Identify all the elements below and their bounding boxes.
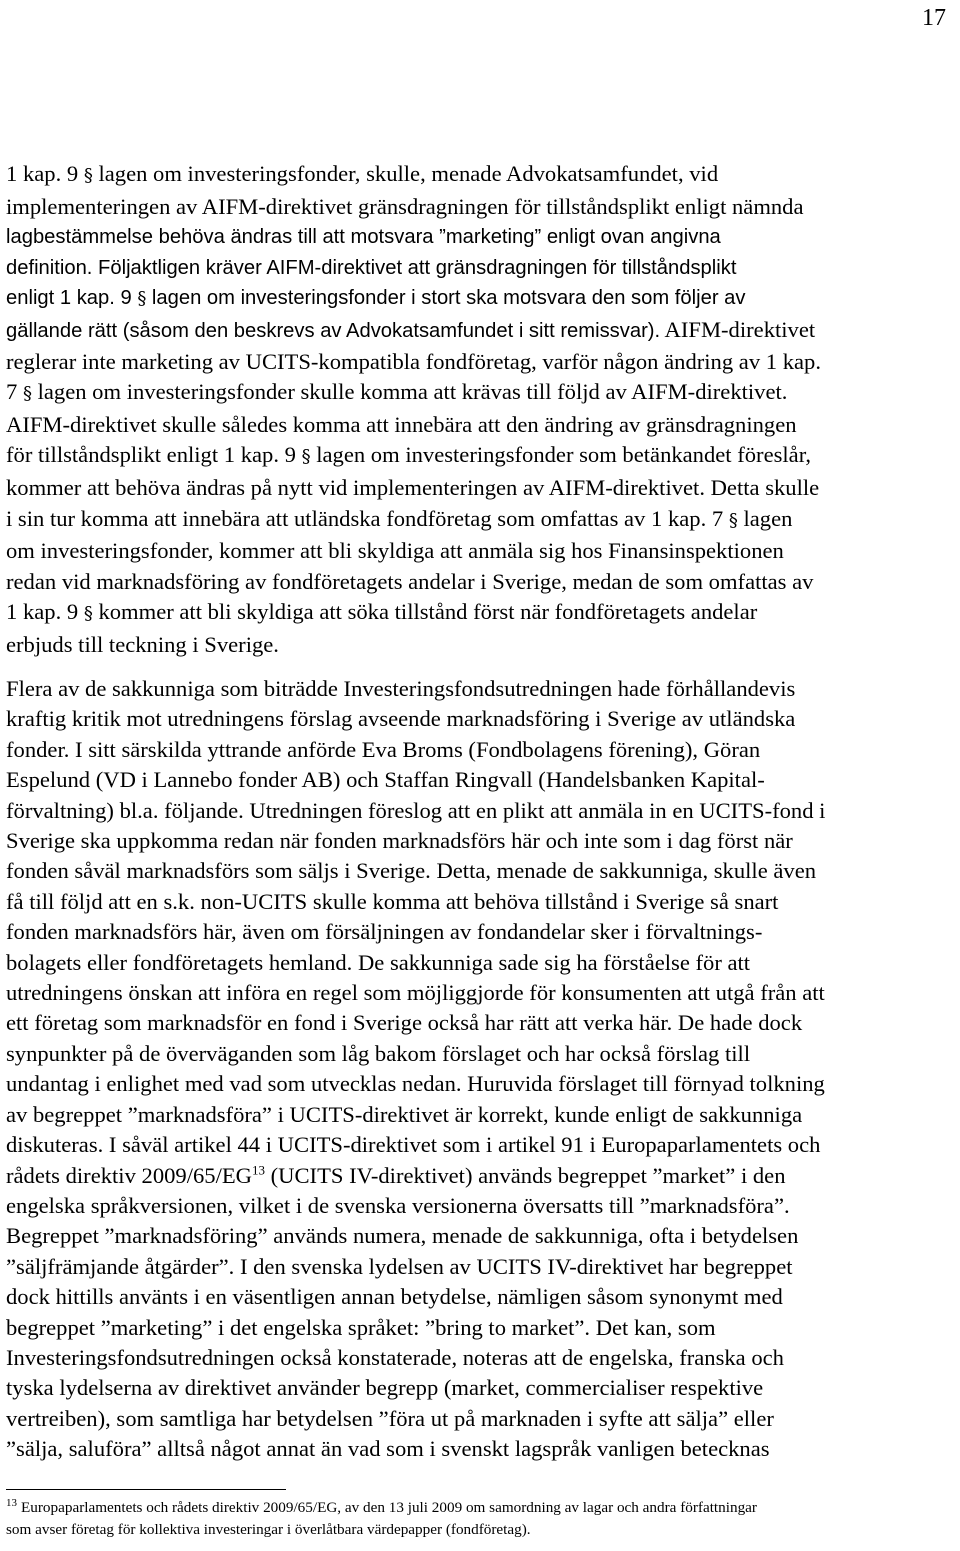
body-paragraph-1 bbox=[6, 159, 956, 661]
text-line: fonder. I sitt särskilda yttrande anförde Eva Broms (Fondbolagens förening), Göran bbox=[6, 736, 761, 762]
text-line bbox=[6, 315, 956, 347]
text-run: kommer att bli skyldiga att söka tillstånd först när fondföretagets andelar bbox=[92, 599, 758, 625]
text-line: redan vid marknadsföring av fondföretagets andelar i Sverige, medan de som omfattas av bbox=[6, 568, 814, 594]
footnote-text: Europaparlamentets och rådets direktiv 2009/65/EG, av den 13 juli 2009 om samordning av lagar och andra författningar bbox=[21, 1499, 757, 1516]
text-line: Begreppet ”marknadsföring” används numera, menade de sakkunniga, ofta i betydelsen bbox=[6, 1223, 799, 1249]
text-line: tyska lydelserna av direktivet använder begrepp (market, commercialiser respektive bbox=[6, 1375, 764, 1401]
text-line: kommer att behöva ändras på nytt vid implementeringen av AIFM-direktivet. Detta skulle bbox=[6, 474, 820, 500]
text-line: Flera av de sakkunniga som biträdde Investeringsfondsutredningen hade förhållandevis bbox=[6, 676, 796, 701]
text-line: definition. Följaktligen kräver AIFM-direktivet att gränsdragningen för tillståndsplikt bbox=[6, 256, 737, 279]
text-run: lagen bbox=[737, 505, 793, 531]
text-line bbox=[6, 440, 956, 473]
body-paragraph-2 bbox=[6, 674, 956, 1465]
text-line: bolagets eller fondföretagets hemland. De sakkunniga sade sig ha förståelse för att bbox=[6, 949, 751, 975]
text-line: om investeringsfonder, kommer att bli skyldiga att anmäla sig hos Finansinspektionen bbox=[6, 538, 784, 564]
text-run: AIFM-direktivet bbox=[660, 316, 816, 342]
text-line bbox=[6, 1161, 956, 1191]
text-line bbox=[6, 504, 956, 537]
text-line: begreppet ”marketing” i det engelska språket: ”bring to market”. Det kan, som bbox=[6, 1314, 716, 1340]
text-run: rådets direktiv 2009/65/EG bbox=[6, 1162, 252, 1188]
page-number: 17 bbox=[922, 5, 946, 31]
text-run: 1 kap. 9 bbox=[6, 599, 84, 625]
text-line: vertreiben), som samtliga har betydelsen ”föra ut på marknaden i syfte att sälja” eller bbox=[6, 1405, 774, 1431]
text-run: för tillståndsplikt enligt 1 kap. bbox=[6, 442, 279, 468]
footnote-number: 13 bbox=[6, 1496, 17, 1509]
text-run: 7 bbox=[6, 379, 23, 405]
text-line: reglerar inte marketing av UCITS-kompatibla fondföretag, varför någon ändring av 1 kap. bbox=[6, 348, 821, 374]
text-line: Espelund (VD i Lannebo fonder AB) och Staffan Ringvall (Handelsbanken Kapital- bbox=[6, 767, 765, 793]
text-line bbox=[6, 597, 956, 630]
text-line: ”säljfrämjande åtgärder”. I den svenska lydelsen av UCITS IV-direktivet har begreppet bbox=[6, 1253, 793, 1279]
text-line: som avser företag för kollektiva investeringar i överlåtbara värdepapper (fondföretag). bbox=[6, 1521, 531, 1538]
text-line: fonden marknadsförs här, även om försäljningen av fondandelar sker i förvaltnings- bbox=[6, 919, 763, 945]
text-run: lagen om investeringsfonder, skulle, menade Advokatsamfundet, vid bbox=[92, 161, 719, 186]
text-line: få till följd att en s.k. non-UCITS skulle komma att behöva tillstånd i Sverige så snart bbox=[6, 888, 779, 914]
text-line: erbjuds till teckning i Sverige. bbox=[6, 631, 279, 657]
text-run: enligt 1 kap. 9 bbox=[6, 287, 138, 310]
text-run: 9 bbox=[278, 442, 302, 468]
text-line: av begreppet ”marknadsföra” i UCITS-direktivet är korrekt, kunde enligt de sakkunniga bbox=[6, 1101, 803, 1127]
text-line bbox=[6, 377, 956, 410]
text-line: diskuteras. I såväl artikel 44 i UCITS-direktivet som i artikel 91 i Europaparlamentets och bbox=[6, 1132, 821, 1158]
section-sign: § bbox=[22, 383, 32, 405]
text-line: kraftig kritik mot utredningens förslag avseende marknadsföring i Sverige av utländska bbox=[6, 706, 796, 732]
footnote bbox=[6, 1497, 956, 1541]
text-line: synpunkter på de överväganden som låg bakom förslaget och har också förslag till bbox=[6, 1040, 751, 1066]
text-line: ett företag som marknadsför en fond i Sverige också har rätt att verka här. De hade dock bbox=[6, 1010, 803, 1036]
text-line: engelska språkversionen, vilket i de svenska versionerna översatts till ”marknadsföra”. bbox=[6, 1192, 790, 1218]
text-line: förvaltning) bl.a. följande. Utredningen föreslog att en plikt att anmäla in en UCITS-fond i bbox=[6, 797, 826, 823]
text-line: dock hittills använts i en väsentligen annan betydelse, nämligen såsom synonymt med bbox=[6, 1284, 783, 1310]
section-sign: § bbox=[137, 288, 147, 310]
text-line: AIFM-direktivet skulle således komma att innebära att den ändring av gränsdragningen bbox=[6, 411, 797, 437]
text-line bbox=[6, 159, 956, 192]
text-line: undantag i enlighet med vad som utvecklas nedan. Huruvida förslaget till förnyad tolkning bbox=[6, 1071, 825, 1097]
section-sign: § bbox=[301, 446, 311, 468]
text-line: lagbestämmelse behöva ändras till att motsvara ”marketing” enligt ovan angivna bbox=[6, 226, 721, 249]
text-line bbox=[6, 283, 956, 315]
text-line bbox=[6, 1497, 956, 1519]
text-run: lagen om investeringsfonder i stort ska motsvara den som följer av bbox=[146, 287, 746, 310]
text-run: (UCITS IV-direktivet) används begreppet ”market” i den bbox=[264, 1162, 786, 1188]
footnote-separator bbox=[6, 1489, 286, 1490]
text-line: implementeringen av AIFM-direktivet gränsdragningen för tillståndsplikt enligt nämnda bbox=[6, 193, 804, 219]
footnote-reference[interactable]: 13 bbox=[251, 1161, 265, 1177]
text-line: utredningens önskan att införa en regel som möjliggjorde för konsumenten att utgå från att bbox=[6, 980, 825, 1006]
text-run: lagen om investeringsfonder som betänkandet föreslår, bbox=[310, 442, 811, 468]
text-line: Sverige ska uppkomma redan när fonden marknadsförs här och inte som i dag först när bbox=[6, 828, 793, 854]
text-run: i sin tur komma att innebära att utländska fondföretag som omfattas av 1 kap. 7 bbox=[6, 505, 729, 531]
text-run: 1 kap. 9 bbox=[6, 161, 84, 186]
text-line: fonden såväl marknadsförs som säljs i Sverige. Detta, menade de sakkunniga, skulle även bbox=[6, 858, 817, 884]
section-sign: § bbox=[728, 509, 738, 531]
text-run: gällande rätt (såsom den beskrevs av Advokatsamfundet i sitt remissvar). bbox=[6, 319, 661, 342]
section-sign: § bbox=[83, 603, 93, 625]
text-run: lagen om investeringsfonder skulle komma att krävas till följd av AIFM-direktivet. bbox=[31, 379, 788, 405]
text-line: ”sälja, saluföra” alltså något annat än vad som i svenskt lagspråk vanligen betecknas bbox=[6, 1436, 770, 1462]
section-sign: § bbox=[83, 165, 93, 186]
text-line: Investeringsfondsutredningen också konstaterade, noteras att de engelska, franska och bbox=[6, 1344, 784, 1370]
